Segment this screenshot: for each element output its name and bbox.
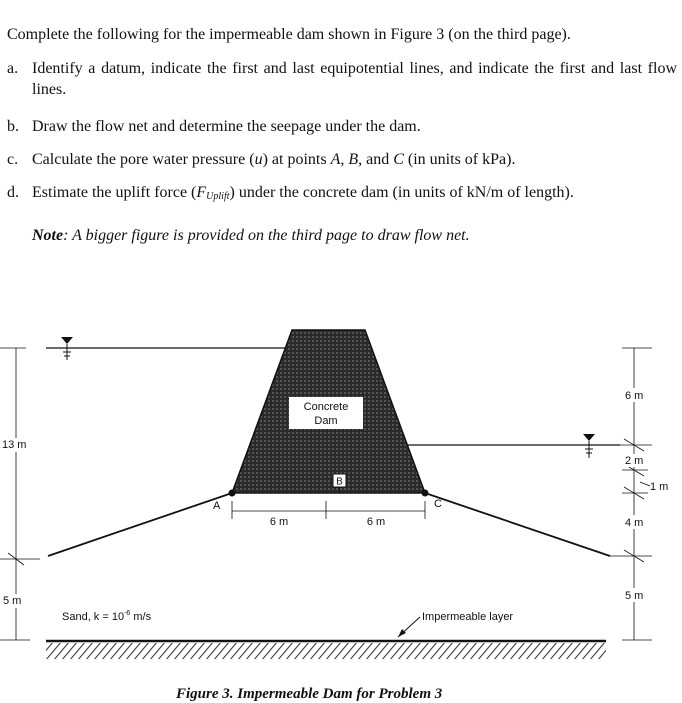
right-dim-6m: 6 m bbox=[625, 390, 644, 402]
right-dim-5m: 5 m bbox=[625, 590, 644, 602]
question-b-label: b. bbox=[7, 118, 19, 135]
question-a bbox=[7, 58, 677, 102]
point-c-label: C bbox=[434, 498, 442, 510]
question-d-text: Estimate the uplift force (FUplift) under the concrete dam (in units of kN/m of length). bbox=[32, 184, 574, 202]
upstream-ground bbox=[48, 493, 232, 556]
right-dim-4m: 4 m bbox=[625, 517, 644, 529]
base-dim-left: 6 m bbox=[269, 516, 289, 528]
question-c-text: Calculate the pore water pressure (u) at points A, B, and C (in units of kPa). bbox=[32, 151, 516, 168]
point-a-label: A bbox=[213, 500, 221, 512]
question-a-text: Identify a datum, indicate the first and last equipotential lines, and indicate the first and last flow lines. bbox=[32, 60, 677, 98]
impermeable-label: Impermeable layer bbox=[422, 611, 514, 623]
point-a-marker bbox=[229, 490, 236, 497]
right-dim-1m: 1 m bbox=[650, 481, 669, 493]
question-a-label: a. bbox=[7, 60, 19, 77]
dam-label-line1: Concrete bbox=[303, 401, 349, 413]
downstream-ground bbox=[425, 493, 610, 556]
dam-figure bbox=[0, 300, 682, 700]
dam-label-line2: Dam bbox=[314, 415, 338, 427]
base-dim-right: 6 m bbox=[366, 516, 386, 528]
base-dimension bbox=[232, 501, 425, 519]
problem-intro: Complete the following for the impermeable dam shown in Figure 3 (on the third page). bbox=[7, 26, 571, 43]
right-dim-2m: 2 m bbox=[625, 455, 644, 467]
point-b-label: B bbox=[336, 476, 343, 488]
impermeable-layer-hatch bbox=[46, 643, 606, 659]
figure-caption: Figure 3. Impermeable Dam for Problem 3 bbox=[176, 686, 443, 702]
question-b-text: Draw the flow net and determine the seepage under the dam. bbox=[32, 118, 421, 135]
note: Note: A bigger figure is provided on the third page to draw flow net. bbox=[32, 227, 470, 244]
sand-label: Sand, $k = 10^{-6}$ m/s bbox=[62, 610, 152, 623]
downstream-water-symbol bbox=[583, 434, 595, 458]
question-d-label: d. bbox=[7, 184, 19, 201]
left-dim-13m: 13 m bbox=[2, 439, 27, 451]
question-c-label: c. bbox=[7, 151, 19, 168]
point-c-marker bbox=[422, 490, 429, 497]
left-dim-5m: 5 m bbox=[3, 595, 22, 607]
